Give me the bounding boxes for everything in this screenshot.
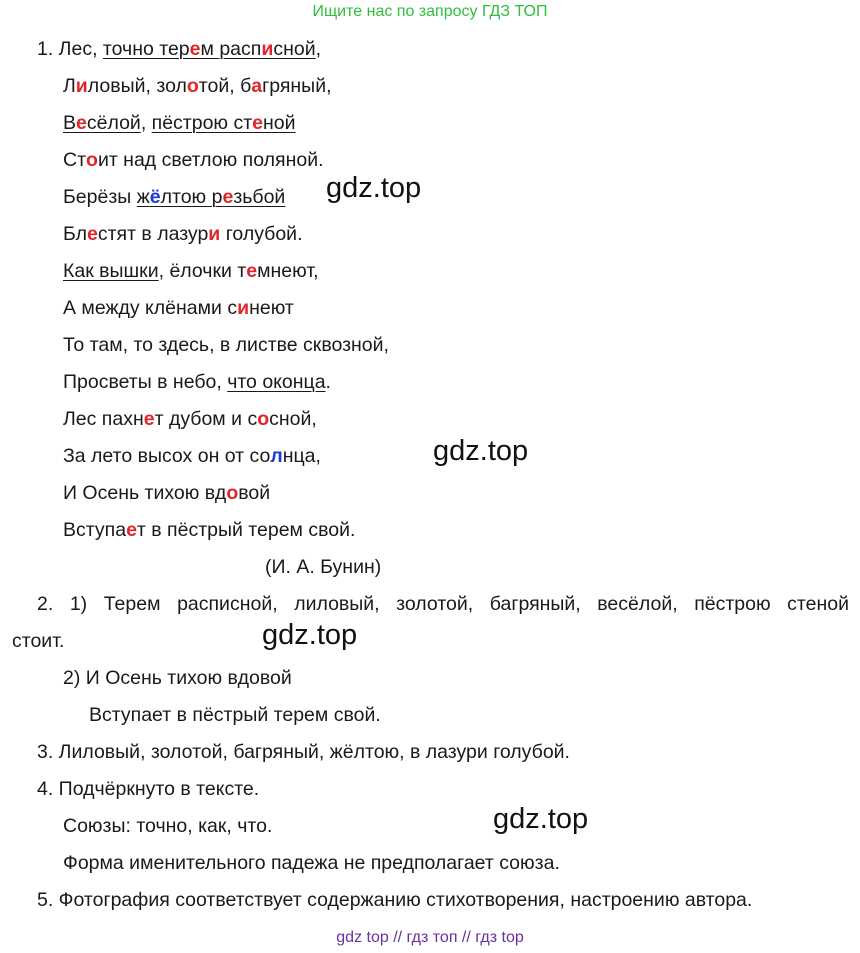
marked-letter: е [143,408,155,430]
answer-2-2-line-2: Вступает в пёстрый терем свой. [89,704,381,726]
line-text: А между клёнами с [63,297,238,319]
line-text: той, б [198,75,252,97]
line-text: т в пёстрый терем свой. [136,519,356,541]
poem-line-9: То там, то здесь, в листве сквозной, [63,334,389,356]
marked-letter: а [251,75,263,97]
line-text: пёстрою ст [151,112,253,134]
underlined-text [137,186,286,208]
answer-2-word: весёлой, [597,593,678,615]
poem-line-2 [63,73,332,99]
poem-line-10 [63,369,331,395]
line-text: 1. Лес, [37,38,103,60]
top-banner[interactable]: Ищите нас по запросу ГДЗ ТОП [312,3,548,20]
answer-2-line-1 [37,591,849,617]
line-text: , [315,38,322,60]
line-text: Бл [63,223,87,245]
line-text: т дубом и с [154,408,258,430]
poem-line-11 [63,406,317,432]
watermark: gdz.top [326,172,422,204]
underlined-text: что оконца [227,371,326,393]
marked-letter: е [86,223,98,245]
marked-letter: е [222,186,234,208]
answer-2-word: лиловый, [294,593,380,615]
poem-line-6 [63,221,303,247]
marked-letter: о [226,482,239,504]
line-text: вой [238,482,271,504]
marked-letter: о [186,75,199,97]
line-text: зьбой [233,186,286,208]
marked-letter: л [270,445,283,467]
marked-letter: и [75,75,88,97]
marked-letter: и [208,223,221,245]
marked-letter: е [246,260,258,282]
answer-2-word: пёстрою [694,593,771,615]
marked-letter: и [261,38,274,60]
line-text: нца, [282,445,321,467]
line-text: , ёлочки т [158,260,247,282]
line-text: ловый, зол [87,75,187,97]
answer-5: 5. Фотография соответствует содержанию стихотворения, настроению автора. [37,889,753,911]
line-text: лтою р [160,186,223,208]
line-text: стят в лазур [97,223,209,245]
line-text: Просветы в небо, [63,371,228,393]
marked-letter: о [86,149,98,171]
marked-letter: и [237,297,250,319]
answer-2-word: золотой, [396,593,474,615]
line-text: В [63,112,77,134]
poem-line-7 [63,258,319,284]
footer-links[interactable]: gdz top // гдз топ // гдз top [336,929,524,946]
line-text: сной [273,38,316,60]
poem-line-12 [63,443,321,469]
line-text: голубой. [220,223,303,245]
line-text: Вступа [63,519,127,541]
line-text: Л [63,75,76,97]
line-text: гряный, [262,75,332,97]
poem-line-1 [37,36,321,62]
underlined-text [63,112,141,134]
marked-letter: е [252,112,264,134]
answer-2-word: 1) [69,593,88,615]
line-text: Ст [63,149,87,171]
watermark: gdz.top [493,803,589,835]
line-text: неют [249,297,294,319]
answer-2-word: 2. [37,593,54,615]
line-text: Берёзы [63,186,137,208]
answer-4-note: Форма именительного падежа не предполагает союза. [63,852,560,874]
line-text: ит над светлою поляной. [97,149,324,171]
poem-line-14 [63,517,355,543]
marked-letter: ё [149,186,161,208]
line-text: . [325,371,331,393]
line-text: сной, [269,408,317,430]
line-text: Лес пахн [63,408,144,430]
watermark: gdz.top [262,619,358,651]
marked-letter: е [189,38,201,60]
poem-author: (И. А. Бунин) [265,556,382,578]
line-text: точно тер [102,38,190,60]
answer-4-conjunctions: Союзы: точно, как, что. [63,815,273,837]
underlined-text [152,112,296,134]
watermark: gdz.top [433,435,529,467]
line-text: ной [263,112,296,134]
poem-line-4 [63,147,324,173]
answer-2-word: Терем [103,593,161,615]
answer-2-word: багряный, [489,593,581,615]
answer-2-word: стеной [787,593,849,615]
answer-3: 3. Лиловый, золотой, багряный, жёлтою, в лазури голубой. [37,741,570,763]
poem-line-5 [63,184,285,210]
line-text: сёлой [86,112,141,134]
poem-line-13 [63,480,270,506]
line-text: м расп [200,38,262,60]
answer-2-tail: стоит. [12,630,65,652]
line-text: За лето высох он от со [63,445,271,467]
marked-letter: е [126,519,137,541]
marked-letter: о [257,408,270,430]
answer-2-word: расписной, [177,593,278,615]
poem-line-8 [63,295,294,321]
line-text: , [140,112,152,134]
answer-4: 4. Подчёркнуто в тексте. [37,778,260,800]
underlined-text [103,38,316,60]
poem-line-3 [63,110,296,136]
line-text: ж [136,186,150,208]
underlined-text: Как вышки [63,260,159,282]
marked-letter: е [76,112,87,134]
answer-2-2-line-1: 2) И Осень тихою вдовой [63,667,292,689]
line-text: И Осень тихою вд [63,482,227,504]
line-text: мнеют, [257,260,319,282]
